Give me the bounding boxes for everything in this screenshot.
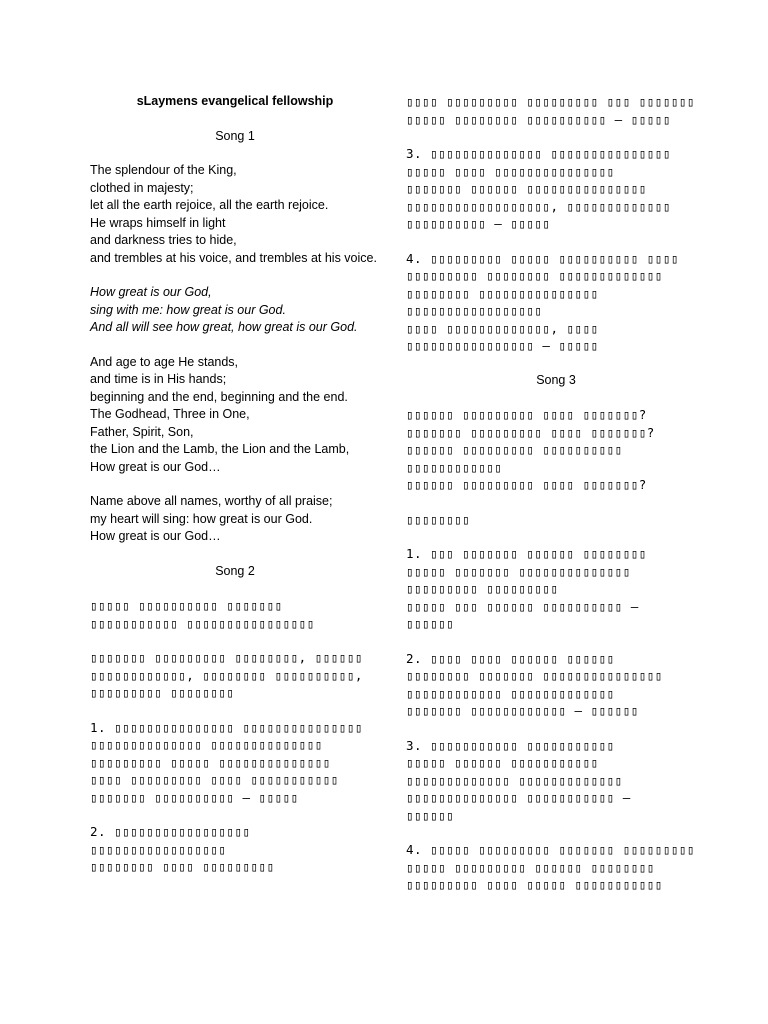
lyric-line: clothed in majesty; (90, 180, 194, 195)
lyric-line: ▯▯▯▯▯▯▯▯▯▯▯▯▯▯▯▯▯ (406, 303, 543, 318)
lyric-line: ▯▯▯▯▯ ▯▯▯ ▯▯▯▯▯▯ ▯▯▯▯▯▯▯▯▯▯ — (406, 598, 639, 614)
lyric-line: sing with me: how great is our God. (90, 302, 286, 317)
lyric-line: The splendour of the King, (90, 163, 237, 177)
lyric-line: ▯▯▯▯▯▯▯▯ ▯▯▯▯▯▯▯ ▯▯▯▯▯▯▯▯▯▯▯▯▯▯▯ (406, 668, 663, 683)
song3-verse2 (406, 650, 706, 720)
lyric-line: ▯▯▯▯▯▯ (406, 807, 455, 823)
lyric-line: 4. ▯▯▯▯▯▯▯▯▯ ▯▯▯▯▯ ▯▯▯▯▯▯▯▯▯▯ ▯▯▯▯ (406, 250, 679, 266)
lyric-line: ▯▯▯▯▯▯ (406, 616, 455, 631)
lyric-line: ▯▯▯▯ ▯▯▯▯▯▯▯▯▯ ▯▯▯▯▯▯▯▯▯ ▯▯▯ ▯▯▯▯▯▯▯ (406, 94, 695, 109)
song2-refrain (90, 649, 380, 702)
lyric-line: ▯▯▯▯▯▯▯▯▯ ▯▯▯▯▯▯▯▯ ▯▯▯▯▯▯▯▯▯▯▯▯▯ (406, 268, 663, 283)
lyric-line: How great is our God… (90, 459, 221, 474)
lyric-line: ▯▯▯▯▯▯ ▯▯▯▯▯▯▯▯▯ ▯▯▯▯ ▯▯▯▯▯▯▯? (406, 407, 647, 422)
lyric-line: ▯▯▯▯▯▯▯ ▯▯▯▯▯▯▯▯▯ ▯▯▯▯▯▯▯▯, ▯▯▯▯▯▯ ▯▯▯▯▯▯▯▯▯▯▯▯, ▯▯▯▯▯▯▯▯ ▯▯▯▯▯▯▯▯▯▯, ▯▯▯▯▯▯▯▯▯ ▯▯▯▯▯▯▯▯ (90, 650, 363, 700)
document-title: sLaymens evangelical fellowship (136, 94, 334, 108)
song2-verse2-end (406, 93, 706, 128)
lyric-line: ▯▯▯▯▯▯▯ ▯▯▯▯▯▯▯▯▯▯▯▯ — ▯▯▯▯▯▯ (406, 703, 639, 718)
song1-chorus (90, 284, 380, 337)
lyric-line: ▯▯▯▯▯▯▯ ▯▯▯▯▯▯ ▯▯▯▯▯▯▯▯▯▯▯▯▯▯▯ (406, 181, 647, 196)
lyric-line: And age to age He stands, (90, 354, 239, 369)
lyric-line: And all will see how great, how great is our God. (90, 320, 358, 334)
lyric-line: 3. ▯▯▯▯▯▯▯▯▯▯▯▯▯▯ ▯▯▯▯▯▯▯▯▯▯▯▯▯▯▯ (406, 146, 671, 161)
song3-verse3 (406, 737, 706, 825)
lyric-line: 1. ▯▯▯ ▯▯▯▯▯▯▯ ▯▯▯▯▯▯ ▯▯▯▯▯▯▯▯ (406, 546, 647, 561)
song3-verse4 (406, 841, 706, 894)
lyric-line: ▯▯▯▯▯▯▯▯ ▯▯▯▯ ▯▯▯▯▯▯▯▯▯ (90, 859, 275, 874)
lyric-line: ▯▯▯▯▯ ▯▯▯▯▯▯▯ ▯▯▯▯▯▯▯▯▯▯▯▯▯▯ (406, 563, 631, 579)
lyric-line: the Lion and the Lamb, the Lion and the Lamb, (90, 442, 350, 456)
lyric-line: ▯▯▯▯▯ ▯▯▯▯▯▯▯▯ ▯▯▯▯▯▯▯▯▯▯ — ▯▯▯▯▯ (406, 111, 671, 127)
song2-verse3 (406, 145, 706, 233)
lyric-line: ▯▯▯▯▯▯▯▯▯▯▯▯▯▯▯▯ — ▯▯▯▯▯ (406, 338, 599, 353)
lyric-line: and trembles at his voice, and trembles at his voice. (90, 250, 377, 265)
lyric-line: ▯▯▯▯▯ ▯▯▯▯▯▯▯▯▯▯ ▯▯▯▯▯▯▯ (90, 598, 283, 613)
lyric-line: ▯▯▯▯ ▯▯▯▯▯▯▯▯▯▯▯▯▯, ▯▯▯▯ (406, 320, 599, 336)
lyric-line: How great is our God… (90, 529, 221, 543)
lyric-line: ▯▯▯▯ ▯▯▯▯▯▯▯▯▯ ▯▯▯▯ ▯▯▯▯▯▯▯▯▯▯▯ (90, 772, 339, 787)
lyric-line: ▯▯▯▯▯ ▯▯▯▯ ▯▯▯▯▯▯▯▯▯▯▯▯▯▯▯ (406, 163, 615, 179)
lyric-line: He wraps himself in light (90, 215, 226, 230)
lyric-line: 2. ▯▯▯▯▯▯▯▯▯▯▯▯▯▯▯▯▯ (90, 824, 251, 839)
lyric-line: ▯▯▯▯▯▯▯▯▯▯▯▯ ▯▯▯▯▯▯▯▯▯▯▯▯▯ (406, 685, 615, 701)
lyric-line: ▯▯▯▯▯▯ ▯▯▯▯▯▯▯▯▯ ▯▯▯▯▯▯▯▯▯▯ (406, 442, 623, 457)
lyric-line: ▯▯▯▯▯▯▯▯▯▯▯▯▯▯ ▯▯▯▯▯▯▯▯▯▯▯▯▯▯ (90, 737, 323, 752)
lyric-line: let all the earth rejoice, all the earth rejoice. (90, 198, 329, 212)
song2-heading: Song 2 (215, 563, 255, 578)
lyric-line: How great is our God, (90, 285, 212, 299)
lyric-line: beginning and the end, beginning and the end. (90, 389, 348, 404)
lyric-line: 2. ▯▯▯▯ ▯▯▯▯ ▯▯▯▯▯▯ ▯▯▯▯▯▯ (406, 650, 615, 666)
lyric-line: 4. ▯▯▯▯▯ ▯▯▯▯▯▯▯▯▯ ▯▯▯▯▯▯▯ ▯▯▯▯▯▯▯▯▯ (406, 842, 695, 857)
lyric-line: ▯▯▯▯▯▯ ▯▯▯▯▯▯▯▯▯ ▯▯▯▯ ▯▯▯▯▯▯▯? (406, 477, 647, 492)
left-column (90, 93, 380, 876)
lyric-line: and time is in His hands; (90, 372, 227, 386)
lyric-line: ▯▯▯▯▯ ▯▯▯▯▯▯ ▯▯▯▯▯▯▯▯▯▯▯ (406, 755, 599, 770)
song3-verse1 (406, 545, 706, 633)
lyric-line: ▯▯▯▯▯▯▯▯▯▯▯▯▯▯ ▯▯▯▯▯▯▯▯▯▯▯ — (406, 790, 631, 805)
right-column (406, 93, 706, 894)
lyric-line: ▯▯▯▯▯▯▯▯▯▯▯▯ (406, 459, 503, 475)
lyric-line: ▯▯▯▯▯▯▯▯▯▯ — ▯▯▯▯▯ (406, 216, 551, 231)
lyric-line: my heart will sing: how great is our God. (90, 511, 313, 526)
lyric-line: ▯▯▯▯▯▯▯ ▯▯▯▯▯▯▯▯▯ ▯▯▯▯ ▯▯▯▯▯▯▯? (406, 424, 655, 440)
lyric-line: The Godhead, Three in One, (90, 407, 250, 421)
lyric-line: ▯▯▯▯▯▯▯▯▯▯▯▯▯ ▯▯▯▯▯▯▯▯▯▯▯▯▯ (406, 772, 623, 788)
song3-intro (406, 406, 706, 494)
song2-intro (90, 597, 380, 632)
song1-verse2 (90, 354, 380, 477)
song2-verse2-start (90, 823, 380, 876)
lyric-line: Name above all names, worthy of all praise; (90, 494, 333, 508)
lyric-line: Father, Spirit, Son, (90, 424, 194, 439)
lyric-line: 3. ▯▯▯▯▯▯▯▯▯▯▯ ▯▯▯▯▯▯▯▯▯▯▯ (406, 737, 615, 753)
lyric-line: ▯▯▯▯▯▯▯▯▯▯▯ ▯▯▯▯▯▯▯▯▯▯▯▯▯▯▯▯ (90, 615, 315, 631)
song3-label: ▯▯▯▯▯▯▯▯ (406, 511, 471, 527)
lyric-line: and darkness tries to hide, (90, 233, 237, 247)
lyric-line: ▯▯▯▯▯▯▯▯▯ ▯▯▯▯▯ ▯▯▯▯▯▯▯▯▯▯▯▯▯▯ (90, 754, 331, 770)
lyric-line: ▯▯▯▯▯▯▯▯ ▯▯▯▯▯▯▯▯▯▯▯▯▯▯▯ (406, 285, 599, 301)
lyric-line: ▯▯▯▯▯▯▯▯▯ ▯▯▯▯▯▯▯▯▯ (406, 581, 559, 596)
song1-bridge (90, 493, 380, 546)
lyric-line: ▯▯▯▯▯▯▯▯▯▯▯▯▯▯▯▯▯▯, ▯▯▯▯▯▯▯▯▯▯▯▯▯ (406, 198, 671, 214)
lyric-line: ▯▯▯▯▯▯▯▯▯ ▯▯▯▯ ▯▯▯▯▯ ▯▯▯▯▯▯▯▯▯▯▯ (406, 877, 663, 892)
lyric-line: 1. ▯▯▯▯▯▯▯▯▯▯▯▯▯▯▯ ▯▯▯▯▯▯▯▯▯▯▯▯▯▯▯ (90, 719, 363, 735)
song2-verse4 (406, 250, 706, 355)
song1-verse1 (90, 162, 380, 267)
lyric-line: ▯▯▯▯▯▯▯▯▯▯▯▯▯▯▯▯▯ (90, 841, 227, 857)
song2-verse1 (90, 719, 380, 807)
lyric-line: ▯▯▯▯▯▯▯ ▯▯▯▯▯▯▯▯▯▯ — ▯▯▯▯▯ (90, 789, 299, 805)
song3-heading: Song 3 (536, 372, 576, 387)
lyric-line: ▯▯▯▯▯ ▯▯▯▯▯▯▯▯▯ ▯▯▯▯▯▯ ▯▯▯▯▯▯▯▯ (406, 859, 655, 875)
song1-heading: Song 1 (215, 128, 255, 143)
